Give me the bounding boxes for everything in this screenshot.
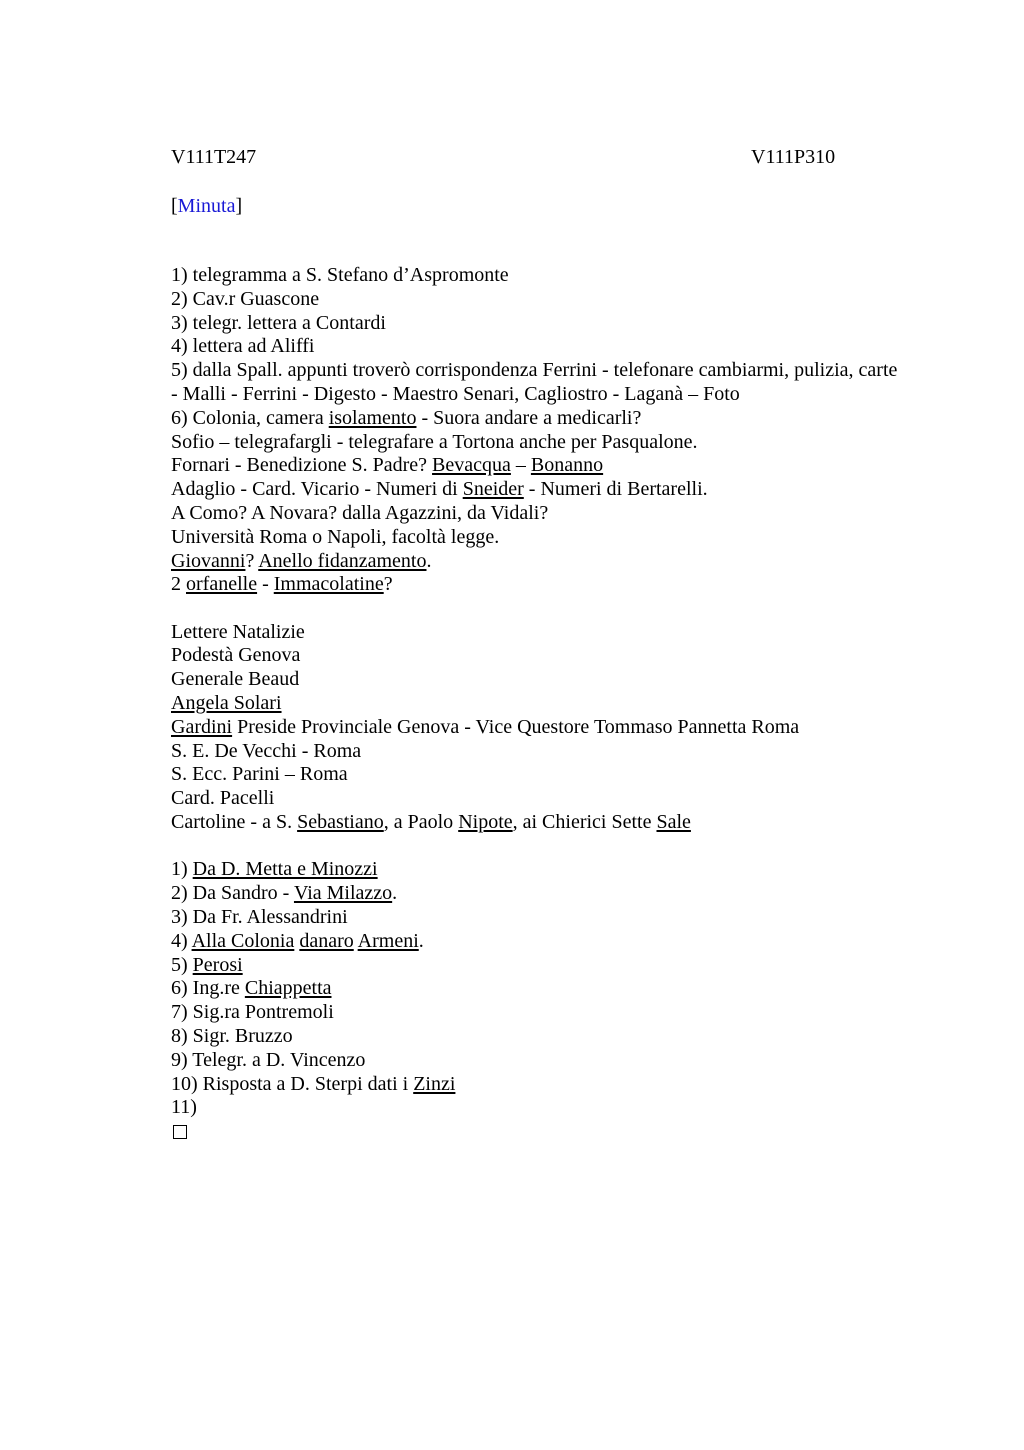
text-segment: – bbox=[510, 454, 531, 477]
document-code-left: V111T247 bbox=[171, 146, 257, 168]
christmas-letters-section bbox=[171, 621, 931, 835]
task-line bbox=[171, 550, 931, 574]
text-segment: . bbox=[392, 882, 398, 905]
underlined-text: danaro bbox=[299, 929, 354, 952]
underlined-text: isolamento bbox=[328, 406, 417, 429]
task-line bbox=[171, 407, 931, 431]
list-item bbox=[171, 977, 931, 1001]
task-line bbox=[171, 478, 931, 502]
list-item: 8) Sigr. Bruzzo bbox=[171, 1024, 293, 1047]
document-header bbox=[171, 145, 931, 169]
list-item bbox=[171, 858, 931, 882]
list-item: 3) Da Fr. Alessandrini bbox=[171, 905, 348, 928]
text-segment: - Suora andare a medicarli? bbox=[416, 406, 642, 429]
underlined-text: Sale bbox=[656, 811, 691, 834]
underlined-text: Chiappetta bbox=[244, 977, 332, 1000]
text-segment: 2 bbox=[171, 573, 186, 596]
bracket-close: ] bbox=[235, 195, 243, 217]
text-segment: - Numeri di Bertarelli. bbox=[523, 478, 708, 501]
task-line: 4) lettera ad Aliffi bbox=[171, 335, 315, 358]
recipient-line: Generale Beaud bbox=[171, 668, 300, 691]
bracket-open: [ bbox=[171, 195, 178, 217]
underlined-text: Alla Colonia bbox=[191, 929, 295, 952]
task-line: 1) telegramma a S. Stefano d’Aspromonte bbox=[171, 264, 509, 286]
list-item: 7) Sig.ra Pontremoli bbox=[171, 1001, 334, 1024]
numbered-list-section bbox=[171, 858, 931, 1146]
text-segment: ? bbox=[245, 549, 259, 572]
list-item bbox=[171, 882, 931, 906]
text-segment: 4) bbox=[171, 929, 192, 952]
list-item: 11) bbox=[171, 1096, 197, 1119]
underlined-text: Angela Solari bbox=[171, 692, 282, 715]
empty-box-icon bbox=[173, 1125, 187, 1139]
text-segment: 1) bbox=[171, 858, 193, 881]
underlined-text: Bevacqua bbox=[432, 454, 511, 477]
recipient-line bbox=[171, 692, 931, 716]
text-segment: . bbox=[418, 929, 424, 952]
text-segment: Preside Provinciale Genova - Vice Questore Tommaso Pannetta Roma bbox=[232, 715, 800, 738]
text-segment: , ai Chierici Sette bbox=[512, 811, 657, 834]
task-line bbox=[171, 454, 931, 478]
text-segment: Adaglio - Card. Vicario - Numeri di bbox=[171, 478, 463, 501]
underlined-text: Armeni bbox=[357, 929, 419, 952]
underlined-text: Zinzi bbox=[413, 1072, 456, 1095]
list-item: 9) Telegr. a D. Vincenzo bbox=[171, 1048, 366, 1071]
task-line bbox=[171, 573, 931, 597]
underlined-text: Perosi bbox=[192, 953, 243, 976]
underlined-text: Nipote bbox=[458, 811, 513, 834]
document-code-right: V111P310 bbox=[751, 146, 836, 168]
recipient-line bbox=[171, 811, 931, 835]
underlined-text: Giovanni bbox=[171, 549, 246, 572]
text-segment: 10) Risposta a D. Sterpi dati i bbox=[171, 1072, 414, 1095]
text-segment: . bbox=[426, 549, 432, 572]
underlined-text: Immacolatine bbox=[273, 573, 384, 596]
text-segment: 5) bbox=[171, 953, 193, 976]
task-line: Sofio – telegrafargli - telegrafare a Tortona anche per Pasqualone. bbox=[171, 430, 698, 453]
list-item bbox=[171, 954, 931, 978]
text-segment: - bbox=[257, 573, 274, 596]
minuta-link[interactable]: Minuta bbox=[177, 195, 236, 217]
document-page bbox=[171, 145, 931, 1146]
underlined-text: Anello fidanzamento bbox=[258, 549, 427, 572]
underlined-text: Via Milazzo bbox=[293, 882, 393, 905]
task-line: 3) telegr. lettera a Contardi bbox=[171, 311, 386, 334]
minuta-label bbox=[171, 194, 931, 218]
recipient-line: Podestà Genova bbox=[171, 644, 301, 667]
section-heading: Lettere Natalizie bbox=[171, 620, 305, 643]
task-line: 5) dalla Spall. appunti troverò corrispondenza Ferrini - telefonare cambiarmi, pulizia, carte bbox=[171, 359, 898, 382]
underlined-text: Da D. Metta e Minozzi bbox=[192, 858, 378, 881]
underlined-text: Sneider bbox=[462, 478, 524, 501]
list-item bbox=[171, 1073, 931, 1097]
underlined-text: Gardini bbox=[171, 715, 233, 738]
recipient-line: S. Ecc. Parini – Roma bbox=[171, 763, 348, 786]
task-line: - Malli - Ferrini - Digesto - Maestro Senari, Cagliostro - Laganà – Foto bbox=[171, 382, 740, 405]
underlined-text: Sebastiano bbox=[297, 811, 384, 834]
list-item bbox=[171, 930, 931, 954]
underlined-text: Bonanno bbox=[530, 454, 604, 477]
recipient-line: Card. Pacelli bbox=[171, 787, 275, 810]
task-list-section bbox=[171, 264, 931, 597]
text-segment: 6) Colonia, camera bbox=[171, 406, 329, 429]
task-line: A Como? A Novara? dalla Agazzini, da Vidali? bbox=[171, 501, 549, 524]
text-segment: ? bbox=[383, 573, 393, 596]
text-segment: 2) Da Sandro - bbox=[171, 882, 294, 905]
task-line: 2) Cav.r Guascone bbox=[171, 287, 320, 310]
text-segment: Cartoline - a S. bbox=[171, 811, 298, 834]
task-line: Università Roma o Napoli, facoltà legge. bbox=[171, 525, 500, 548]
empty-box-line bbox=[171, 1120, 931, 1146]
recipient-line bbox=[171, 716, 931, 740]
text-segment: , a Paolo bbox=[383, 811, 459, 834]
underlined-text: orfanelle bbox=[186, 573, 258, 596]
text-segment: 6) Ing.re bbox=[171, 977, 245, 1000]
recipient-line: S. E. De Vecchi - Roma bbox=[171, 739, 362, 762]
text-segment: Fornari - Benedizione S. Padre? bbox=[171, 454, 433, 477]
